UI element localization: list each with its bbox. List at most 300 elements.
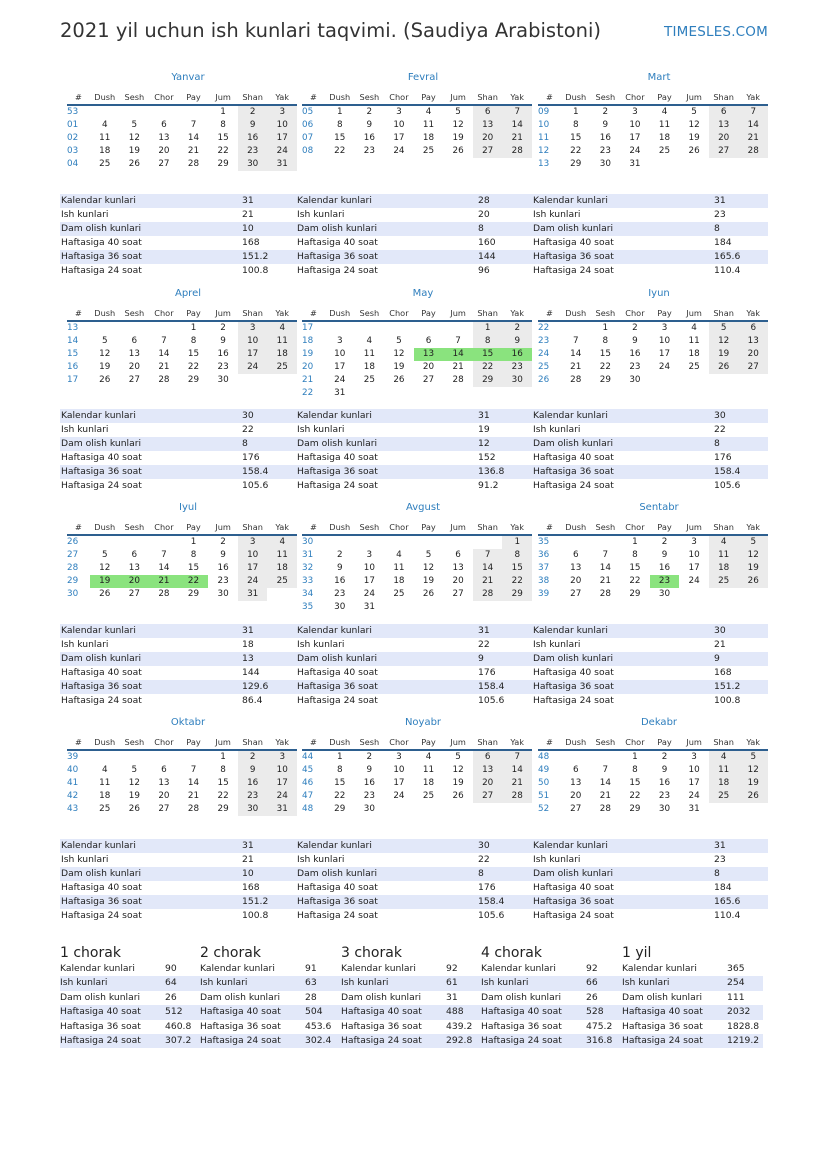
week-row <box>302 536 532 549</box>
stat-row <box>60 208 296 222</box>
week-row <box>302 549 532 562</box>
day-cell: 13 <box>570 563 582 574</box>
period-value: 512 <box>165 1006 183 1018</box>
day-cell: 12 <box>99 563 111 574</box>
day-cell: 30 <box>658 804 671 815</box>
day-cell: 13 <box>473 764 503 777</box>
stat-label: Kalendar kunlari <box>61 195 136 206</box>
week-row <box>67 777 297 790</box>
day-cell: 24 <box>393 791 405 802</box>
period-label: Haftasiga 24 soat <box>481 1034 562 1046</box>
day-cell: 7 <box>161 550 167 561</box>
stat-label: Haftasiga 36 soat <box>61 466 142 477</box>
period-label: Ish kunlari <box>622 977 670 989</box>
stat-row <box>60 909 296 923</box>
day-cell: 13 <box>738 335 768 348</box>
week-number: 47 <box>302 791 314 802</box>
day-cell: 29 <box>217 804 229 815</box>
stat-label: Kalendar kunlari <box>297 625 372 636</box>
week-number: 23 <box>538 336 550 347</box>
stat-row <box>60 853 296 867</box>
day-cell: 28 <box>473 588 503 601</box>
day-cell: 8 <box>572 120 579 131</box>
week-row <box>67 119 297 132</box>
empty-day <box>90 322 120 335</box>
stat-row <box>60 666 296 680</box>
stat-row <box>296 909 532 923</box>
day-cell: 24 <box>629 146 641 157</box>
month-calendar <box>67 71 297 171</box>
empty-day <box>650 158 680 171</box>
empty-day <box>738 588 768 601</box>
month-name: Noyabr <box>404 717 442 728</box>
day-cell: 8 <box>336 120 343 131</box>
stat-row <box>532 680 768 694</box>
day-cell: 12 <box>128 778 140 789</box>
stat-label: Haftasiga 40 soat <box>61 667 142 678</box>
stat-label: Ish kunlari <box>61 639 109 650</box>
day-cell: 24 <box>267 145 297 158</box>
day-cell: 27 <box>570 804 582 815</box>
period-row <box>60 1005 201 1019</box>
weekday-label: Shan <box>242 737 263 747</box>
day-cell: 6 <box>709 106 739 119</box>
stat-value: 8 <box>714 223 720 234</box>
day-cell: 22 <box>570 146 582 157</box>
empty-day <box>414 536 444 549</box>
empty-day <box>443 536 473 549</box>
stat-row <box>60 437 296 451</box>
stat-row <box>296 867 532 881</box>
day-cell: 22 <box>217 791 229 802</box>
day-cell: 13 <box>473 119 503 132</box>
day-cell: 9 <box>238 764 268 777</box>
day-cell: 17 <box>267 132 297 145</box>
stat-row <box>60 895 296 909</box>
stat-row <box>532 479 768 493</box>
day-cell: 28 <box>158 375 170 386</box>
week-number: 51 <box>538 791 550 802</box>
period-summary <box>481 944 622 1048</box>
empty-day <box>473 601 503 614</box>
day-cell: 25 <box>688 362 700 373</box>
stat-row <box>60 194 296 208</box>
week-number: 01 <box>67 120 79 131</box>
weekday-label: Shan <box>242 308 263 318</box>
stat-label: Dam olish kunlari <box>297 653 378 664</box>
day-cell: 7 <box>738 106 768 119</box>
day-cell: 4 <box>709 536 739 549</box>
day-cell: 18 <box>709 562 739 575</box>
weekday-label: Jum <box>215 308 231 318</box>
period-rows <box>481 962 622 1048</box>
period-label: Kalendar kunlari <box>60 963 135 974</box>
weekday-label: Pay <box>421 737 436 747</box>
weekday-label: Shan <box>242 92 263 102</box>
weekday-label: Jum <box>686 92 702 102</box>
day-cell: 28 <box>570 375 582 386</box>
week-number-header: # <box>75 308 82 318</box>
weekday-label: Pay <box>657 92 672 102</box>
day-cell: 24 <box>238 361 268 374</box>
day-cell: 28 <box>187 804 200 815</box>
stat-label: Kalendar kunlari <box>297 410 372 421</box>
week-row <box>67 145 297 158</box>
period-label: Ish kunlari <box>60 977 108 989</box>
week-number: 41 <box>67 778 79 789</box>
day-cell: 3 <box>691 752 697 762</box>
day-cell: 11 <box>422 765 435 776</box>
day-cell: 27 <box>128 375 140 386</box>
day-cell: 4 <box>101 120 108 131</box>
stat-label: Kalendar kunlari <box>61 840 136 851</box>
week-number: 46 <box>302 778 314 789</box>
stat-value: 22 <box>478 639 490 650</box>
day-cell: 8 <box>220 765 226 776</box>
period-row <box>622 976 763 990</box>
period-row <box>481 976 622 990</box>
empty-day <box>738 803 768 816</box>
weekday-label: Chor <box>625 92 645 102</box>
stat-row <box>60 250 296 264</box>
week-number: 43 <box>67 804 79 815</box>
stat-row <box>60 451 296 465</box>
week-number: 44 <box>302 752 314 762</box>
stat-row <box>296 638 532 652</box>
stat-value: 105.6 <box>478 910 505 921</box>
week-row <box>302 348 532 361</box>
period-row <box>622 1020 763 1034</box>
day-cell: 3 <box>366 550 373 561</box>
stat-value: 8 <box>714 438 720 449</box>
period-row <box>481 962 622 976</box>
day-cell: 6 <box>161 120 167 131</box>
day-cell: 21 <box>502 777 532 790</box>
day-cell: 22 <box>334 146 346 157</box>
period-value: 31 <box>446 991 458 1003</box>
day-cell: 21 <box>599 576 611 587</box>
week-row <box>67 562 297 575</box>
period-label: Haftasiga 36 soat <box>341 1020 422 1032</box>
day-cell: 13 <box>570 778 582 789</box>
day-cell: 14 <box>738 119 768 132</box>
weekday-label: Sesh <box>359 92 380 102</box>
day-cell: 19 <box>90 575 120 588</box>
day-cell: 24 <box>688 791 700 802</box>
stat-row <box>532 694 768 708</box>
weekday-label: Shan <box>477 308 498 318</box>
empty-day <box>709 374 739 387</box>
stat-value: 100.8 <box>714 695 741 706</box>
empty-day <box>384 601 414 614</box>
day-cell: 31 <box>334 388 346 399</box>
period-rows <box>200 962 341 1048</box>
day-cell: 9 <box>632 336 638 347</box>
period-row <box>200 976 341 990</box>
day-cell: 15 <box>629 778 641 789</box>
stat-row <box>296 652 532 666</box>
day-cell: 1 <box>336 752 343 762</box>
day-cell: 8 <box>502 549 532 562</box>
weekday-label: Chor <box>625 522 645 532</box>
day-cell: 26 <box>99 589 111 600</box>
weekday-header <box>302 306 532 322</box>
weekday-label: Yak <box>510 522 525 532</box>
month-calendar <box>67 716 297 816</box>
stat-label: Haftasiga 24 soat <box>297 265 378 276</box>
week-row <box>67 374 297 387</box>
stat-row <box>532 839 768 853</box>
stat-label: Ish kunlari <box>297 854 345 865</box>
month-name: Avgust <box>406 502 440 513</box>
stat-value: 100.8 <box>242 265 269 276</box>
day-cell: 9 <box>661 765 668 776</box>
period-value: 1828.8 <box>727 1020 760 1032</box>
stat-label: Kalendar kunlari <box>533 195 608 206</box>
day-cell: 23 <box>363 146 375 157</box>
day-cell: 13 <box>158 778 170 789</box>
day-cell: 2 <box>220 323 226 333</box>
weekday-label: Chor <box>625 737 645 747</box>
empty-day <box>355 536 385 549</box>
weekday-label: Shan <box>713 522 734 532</box>
day-cell: 12 <box>709 335 739 348</box>
period-label: Kalendar kunlari <box>622 963 697 974</box>
day-cell: 14 <box>187 133 200 144</box>
empty-day <box>650 374 680 387</box>
day-cell: 30 <box>629 375 641 386</box>
period-value: 439.2 <box>446 1020 473 1032</box>
day-cell: 25 <box>99 159 111 170</box>
period-value: 365 <box>727 963 745 974</box>
day-cell: 27 <box>473 145 503 158</box>
brand-link[interactable]: TIMESLES.COM <box>664 24 768 40</box>
month-name: Yanvar <box>171 72 205 83</box>
period-label: Haftasiga 36 soat <box>622 1020 703 1032</box>
empty-day <box>473 536 503 549</box>
stat-label: Ish kunlari <box>533 209 581 220</box>
day-cell: 4 <box>267 322 297 335</box>
day-cell: 2 <box>336 550 343 561</box>
day-cell: 2 <box>661 537 668 547</box>
week-number: 12 <box>538 146 550 157</box>
stat-label: Haftasiga 40 soat <box>533 667 614 678</box>
period-row <box>481 1005 622 1019</box>
day-cell: 26 <box>128 804 140 815</box>
day-cell: 30 <box>334 602 346 613</box>
day-cell: 19 <box>738 562 768 575</box>
period-row <box>481 1034 622 1048</box>
day-cell: 19 <box>738 777 768 790</box>
week-row <box>538 549 768 562</box>
empty-day <box>709 588 739 601</box>
week-number: 26 <box>67 537 79 547</box>
day-cell: 27 <box>709 145 739 158</box>
weekday-label: Yak <box>510 92 525 102</box>
stat-row <box>532 236 768 250</box>
day-cell: 13 <box>128 349 140 360</box>
week-row <box>302 803 532 816</box>
stat-label: Haftasiga 36 soat <box>533 681 614 692</box>
stat-value: 10 <box>242 868 254 879</box>
month-name: Sentabr <box>639 502 679 513</box>
empty-day <box>414 322 444 335</box>
period-summary <box>622 944 763 1048</box>
day-cell: 5 <box>101 550 108 561</box>
day-cell: 19 <box>709 348 739 361</box>
weekday-label: Shan <box>242 522 263 532</box>
period-label: Ish kunlari <box>341 977 389 989</box>
day-cell: 24 <box>334 375 346 386</box>
weekday-label: Jum <box>450 308 466 318</box>
stat-value: 151.2 <box>714 681 741 692</box>
day-cell: 2 <box>602 107 609 117</box>
week-row <box>538 348 768 361</box>
month-calendar <box>302 71 532 158</box>
period-label: Kalendar kunlari <box>341 963 416 974</box>
day-cell: 25 <box>99 804 111 815</box>
week-row <box>67 751 297 764</box>
stat-label: Haftasiga 40 soat <box>297 667 378 678</box>
period-title: 2 chorak <box>200 945 261 961</box>
day-cell: 25 <box>709 575 739 588</box>
weekday-label: Yak <box>746 92 761 102</box>
week-row <box>538 106 768 119</box>
stat-value: 22 <box>478 854 490 865</box>
day-cell: 14 <box>502 119 532 132</box>
day-cell: 20 <box>422 362 435 373</box>
day-cell: 20 <box>158 146 170 157</box>
day-cell: 27 <box>128 589 140 600</box>
day-cell: 23 <box>217 362 229 373</box>
day-cell: 16 <box>363 133 375 144</box>
day-cell: 24 <box>688 576 700 587</box>
day-cell: 6 <box>455 550 461 561</box>
weekday-label: Chor <box>154 522 174 532</box>
day-cell: 8 <box>473 335 503 348</box>
weekday-label: Yak <box>275 92 290 102</box>
period-label: Haftasiga 24 soat <box>622 1034 703 1046</box>
day-cell: 1 <box>473 322 503 335</box>
day-cell: 16 <box>599 133 611 144</box>
month-stats <box>60 194 296 278</box>
week-number: 05 <box>302 107 314 117</box>
stat-label: Haftasiga 24 soat <box>61 695 142 706</box>
week-number: 26 <box>538 375 550 386</box>
stat-row <box>60 264 296 278</box>
stat-label: Haftasiga 36 soat <box>297 896 378 907</box>
stat-label: Dam olish kunlari <box>61 438 142 449</box>
stat-value: 23 <box>714 854 726 865</box>
period-row <box>341 1005 482 1019</box>
stat-label: Haftasiga 36 soat <box>297 466 378 477</box>
week-row <box>538 803 768 816</box>
stat-row <box>532 409 768 423</box>
day-cell: 10 <box>629 120 641 131</box>
empty-day <box>679 158 709 171</box>
day-cell: 20 <box>570 791 582 802</box>
month-stats <box>60 839 296 923</box>
weekday-label: Pay <box>657 737 672 747</box>
stat-value: 105.6 <box>242 480 269 491</box>
period-label: Ish kunlari <box>481 977 529 989</box>
day-cell: 17 <box>267 777 297 790</box>
day-cell: 25 <box>422 791 435 802</box>
period-value: 92 <box>586 963 598 974</box>
stat-value: 168 <box>242 882 260 893</box>
weekday-label: Jum <box>450 737 466 747</box>
week-row <box>67 549 297 562</box>
empty-day <box>120 106 150 119</box>
stat-label: Haftasiga 40 soat <box>61 237 142 248</box>
day-cell: 11 <box>688 336 700 347</box>
month-stats <box>296 194 532 278</box>
week-row <box>67 158 297 171</box>
period-label: Haftasiga 36 soat <box>200 1020 281 1032</box>
day-cell: 12 <box>422 563 435 574</box>
day-cell: 29 <box>187 375 200 386</box>
day-cell: 6 <box>161 765 167 776</box>
weekday-label: Chor <box>154 737 174 747</box>
weekday-label: Shan <box>713 737 734 747</box>
day-cell: 16 <box>502 348 532 361</box>
stat-value: 168 <box>714 667 732 678</box>
week-number-header: # <box>310 308 317 318</box>
week-row <box>538 536 768 549</box>
day-cell: 19 <box>99 362 111 373</box>
week-row <box>302 751 532 764</box>
weekday-label: Dush <box>329 308 351 318</box>
week-row <box>538 764 768 777</box>
period-title: 3 chorak <box>341 945 402 961</box>
day-cell: 10 <box>688 765 700 776</box>
month-calendar <box>67 287 297 387</box>
stat-value: 91.2 <box>478 480 499 491</box>
day-cell: 29 <box>629 804 641 815</box>
period-row <box>341 976 482 990</box>
week-number-header: # <box>310 92 317 102</box>
period-label: Haftasiga 40 soat <box>622 1006 703 1018</box>
day-cell: 23 <box>658 791 671 802</box>
day-cell: 1 <box>190 323 197 333</box>
weekday-label: Pay <box>421 92 436 102</box>
day-cell: 14 <box>599 778 611 789</box>
week-number: 31 <box>302 550 314 561</box>
day-cell: 8 <box>190 550 197 561</box>
weekday-label: Shan <box>477 737 498 747</box>
page-title: 2021 yil uchun ish kunlari taqvimi. (Saudiya Arabistoni) <box>60 19 602 42</box>
day-cell: 14 <box>473 562 503 575</box>
empty-day <box>561 751 591 764</box>
day-cell: 12 <box>688 120 700 131</box>
day-cell: 25 <box>658 146 671 157</box>
period-row <box>622 962 763 976</box>
day-cell: 7 <box>455 336 461 347</box>
day-cell: 20 <box>570 576 582 587</box>
day-cell: 6 <box>473 751 503 764</box>
period-row <box>622 1034 763 1048</box>
stat-row <box>532 666 768 680</box>
day-cell: 1 <box>220 752 226 762</box>
day-cell: 30 <box>217 375 229 386</box>
weekday-label: Chor <box>389 522 409 532</box>
period-row <box>60 1020 201 1034</box>
day-cell: 11 <box>709 764 739 777</box>
day-cell: 26 <box>452 791 464 802</box>
stat-row <box>60 638 296 652</box>
day-cell: 22 <box>187 362 200 373</box>
weekday-label: Shan <box>477 92 498 102</box>
